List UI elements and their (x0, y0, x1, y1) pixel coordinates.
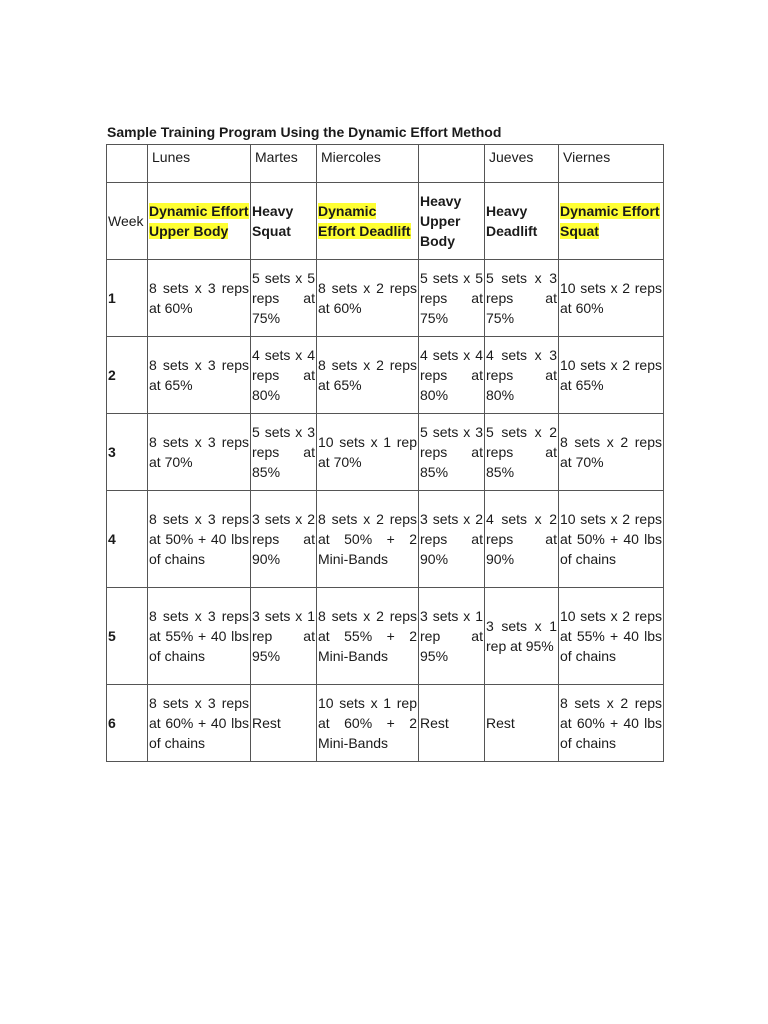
table-cell: 8 sets x 2 reps at 70% (559, 414, 664, 491)
day-header-cell (107, 145, 148, 183)
table-cell: 8 sets x 2 reps at 55% + 2 Mini-Bands (317, 588, 419, 685)
table-cell: 3 sets x 1 rep at 95% (485, 588, 559, 685)
table-cell: 3 sets x 2 reps at 90% (251, 491, 317, 588)
table-cell: 8 sets x 3 reps at 65% (148, 337, 251, 414)
week-row (107, 414, 664, 491)
table-cell: 8 sets x 2 reps at 65% (317, 337, 419, 414)
week-number: 2 (107, 337, 148, 414)
week-column-header: Week (107, 183, 148, 260)
table-cell: 5 sets x 3 reps at 75% (485, 260, 559, 337)
workout-type-cell (148, 183, 251, 260)
workout-type-cell (559, 183, 664, 260)
table-cell: 5 sets x 3 reps at 85% (251, 414, 317, 491)
table-cell: 3 sets x 1 rep at 95% (419, 588, 485, 685)
day-header-cell: Martes (251, 145, 317, 183)
table-cell: 10 sets x 2 reps at 65% (559, 337, 664, 414)
table-cell: 8 sets x 3 reps at 50% + 40 lbs of chains (148, 491, 251, 588)
day-header-cell: Lunes (148, 145, 251, 183)
table-cell: 5 sets x 3 reps at 85% (419, 414, 485, 491)
week-row (107, 588, 664, 685)
workout-type-row (107, 183, 664, 260)
day-header-cell: Jueves (485, 145, 559, 183)
table-cell: 5 sets x 5 reps at 75% (251, 260, 317, 337)
table-cell: 8 sets x 3 reps at 70% (148, 414, 251, 491)
table-cell: 8 sets x 3 reps at 60% (148, 260, 251, 337)
week-row (107, 260, 664, 337)
document-title: Sample Training Program Using the Dynamic Effort Method (107, 124, 502, 140)
week-number: 5 (107, 588, 148, 685)
table-cell: 10 sets x 2 reps at 60% (559, 260, 664, 337)
table-cell: 4 sets x 3 reps at 80% (485, 337, 559, 414)
table-cell: 8 sets x 3 reps at 55% + 40 lbs of chains (148, 588, 251, 685)
table-cell: 4 sets x 2 reps at 90% (485, 491, 559, 588)
table-cell: 5 sets x 2 reps at 85% (485, 414, 559, 491)
table-cell: Rest (251, 685, 317, 762)
week-number: 3 (107, 414, 148, 491)
week-row (107, 337, 664, 414)
week-number: 1 (107, 260, 148, 337)
table-cell: 4 sets x 4 reps at 80% (251, 337, 317, 414)
table-cell: 3 sets x 1 rep at 95% (251, 588, 317, 685)
table-cell: Rest (485, 685, 559, 762)
day-header-cell: Viernes (559, 145, 664, 183)
week-row (107, 491, 664, 588)
highlighted-workout-type: Dynamic Effort Upper Body (149, 203, 249, 239)
workout-type-cell: Heavy Upper Body (419, 183, 485, 260)
table-cell: 5 sets x 5 reps at 75% (419, 260, 485, 337)
workout-type-cell: Heavy Squat (251, 183, 317, 260)
day-header-row (107, 145, 664, 183)
week-row (107, 685, 664, 762)
highlighted-workout-type: Dynamic Effort Deadlift (318, 203, 411, 239)
highlighted-workout-type: Dynamic Effort Squat (560, 203, 660, 239)
workout-type-cell: Heavy Deadlift (485, 183, 559, 260)
table-cell: 8 sets x 2 reps at 50% + 2 Mini-Bands (317, 491, 419, 588)
table-cell: 4 sets x 4 reps at 80% (419, 337, 485, 414)
table-cell: 3 sets x 2 reps at 90% (419, 491, 485, 588)
table-cell: 8 sets x 2 reps at 60% + 40 lbs of chains (559, 685, 664, 762)
training-program-table (106, 144, 664, 762)
table-cell: 10 sets x 1 rep at 60% + 2 Mini-Bands (317, 685, 419, 762)
table-cell: 10 sets x 2 reps at 50% + 40 lbs of chains (559, 491, 664, 588)
day-header-cell (419, 145, 485, 183)
day-header-cell: Miercoles (317, 145, 419, 183)
table-cell: 10 sets x 1 rep at 70% (317, 414, 419, 491)
week-number: 4 (107, 491, 148, 588)
table-cell: 10 sets x 2 reps at 55% + 40 lbs of chains (559, 588, 664, 685)
table-cell: Rest (419, 685, 485, 762)
table-cell: 8 sets x 3 reps at 60% + 40 lbs of chains (148, 685, 251, 762)
workout-type-cell (317, 183, 419, 260)
week-number: 6 (107, 685, 148, 762)
table-cell: 8 sets x 2 reps at 60% (317, 260, 419, 337)
